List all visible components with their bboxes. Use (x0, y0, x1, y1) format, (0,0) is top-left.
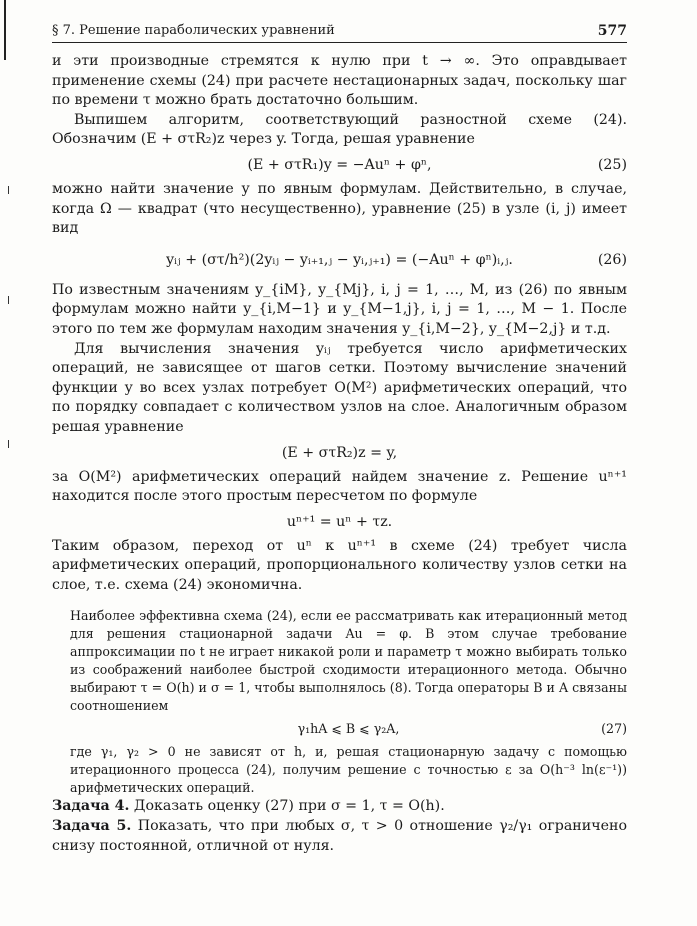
task-5 (52, 817, 627, 856)
scan-mark (8, 440, 9, 448)
scan-mark (8, 296, 9, 304)
paragraph: и эти производные стремятся к нулю при t → ∞. Это оправдывает применение схемы (24) при расчете нестационарных задач, поскольку шаг по времени τ можно брать достаточно большим. (52, 53, 627, 109)
task-4 (52, 797, 627, 817)
equation-z (52, 441, 627, 465)
paragraph: Таким образом, переход от uⁿ к uⁿ⁺¹ в схеме (24) требует числа арифметических операций, пропорционального количеству узлов сетки на слое, т.е. схема (24) экономична. (52, 537, 627, 593)
equation-body: (E + στR₁)y = −Auⁿ + φⁿ, (247, 156, 432, 173)
equation-body: uⁿ⁺¹ = uⁿ + τz. (286, 513, 393, 530)
paragraph: Наиболее эффективна схема (24), если ее рассматривать как итерационный метод для решения стационарной задачи Au = φ. В этом случае требование аппроксимации по t не играет никакой роли и параметр τ можно выбирать только из соображений наиболее быстрой сходимости итерационного метода. Обычно выбирают τ = O(h) и σ = 1, чтобы выполнялось (8). Тогда операторы B и A связаны соотношением (70, 608, 627, 714)
page-body (52, 52, 627, 856)
task-label: Задача 5. (52, 818, 132, 835)
paragraph: за O(M²) арифметических операций найдем значение z. Решение uⁿ⁺¹ находится после этого простым пересчетом по формуле (52, 468, 627, 505)
equation-body: yᵢⱼ + (στ/h²)(2yᵢⱼ − yᵢ₊₁,ⱼ − yᵢ,ⱼ₊₁) = (−Auⁿ + φⁿ)ᵢ,ⱼ. (166, 251, 513, 268)
remark-block (52, 607, 627, 797)
equation-27 (70, 718, 627, 740)
scan-mark (8, 186, 9, 194)
equation-number: (26) (597, 251, 627, 268)
paragraph: Для вычисления значения yᵢⱼ требуется число арифметических операций, не зависящее от шагов сетки. Поэтому вычисление значений функции y во всех узлах потребует O(M²) арифметических операций, что по порядку совпадает с количеством узлов на слое. Аналогичным образом решая уравнение (52, 340, 627, 435)
section-title: § 7. Решение параболических уравнений (52, 23, 335, 38)
task-label: Задача 4. (52, 798, 130, 815)
equation-25 (52, 153, 627, 177)
running-header (52, 22, 627, 43)
page-number: 577 (597, 23, 627, 39)
paragraph: Выпишем алгоритм, соответствующий разностной схеме (24). Обозначим (E + στR₂)z через y. Тогда, решая уравнение (52, 111, 627, 148)
paragraph: где γ₁, γ₂ > 0 не зависят от h, и, решая стационарную задачу с помощью итерационного процесса (24), получим решение с точностью ε за O(h⁻³ ln(ε⁻¹)) арифметических операций. (70, 744, 627, 796)
equation-body: γ₁hA ⩽ B ⩽ γ₂A, (297, 721, 400, 737)
equation-body: (E + στR₂)z = y, (281, 444, 398, 461)
task-text: Показать, что при любых σ, τ > 0 отношение γ₂/γ₁ ограничено снизу постоянной, отличной от нуля. (52, 818, 627, 854)
equation-number: (27) (601, 721, 627, 737)
equation-u (52, 510, 627, 534)
equation-number: (25) (597, 156, 627, 173)
scan-border-line (4, 0, 6, 60)
task-text: Доказать оценку (27) при σ = 1, τ = O(h). (133, 798, 445, 815)
paragraph: По известным значениям y_{iM}, y_{Mj}, i, j = 1, …, M, из (26) по явным формулам можно найти y_{i,M−1} и y_{M−1,j}, i, j = 1, …, M − 1. После этого по тем же формулам находим значения y_{i,M−2}, y_{M−2,j} и т.д. (52, 281, 627, 337)
equation-26 (52, 242, 627, 278)
paragraph: можно найти значение y по явным формулам. Действительно, в случае, когда Ω — квадрат (что несущественно), уравнение (25) в узле (i, j) имеет вид (52, 180, 627, 237)
